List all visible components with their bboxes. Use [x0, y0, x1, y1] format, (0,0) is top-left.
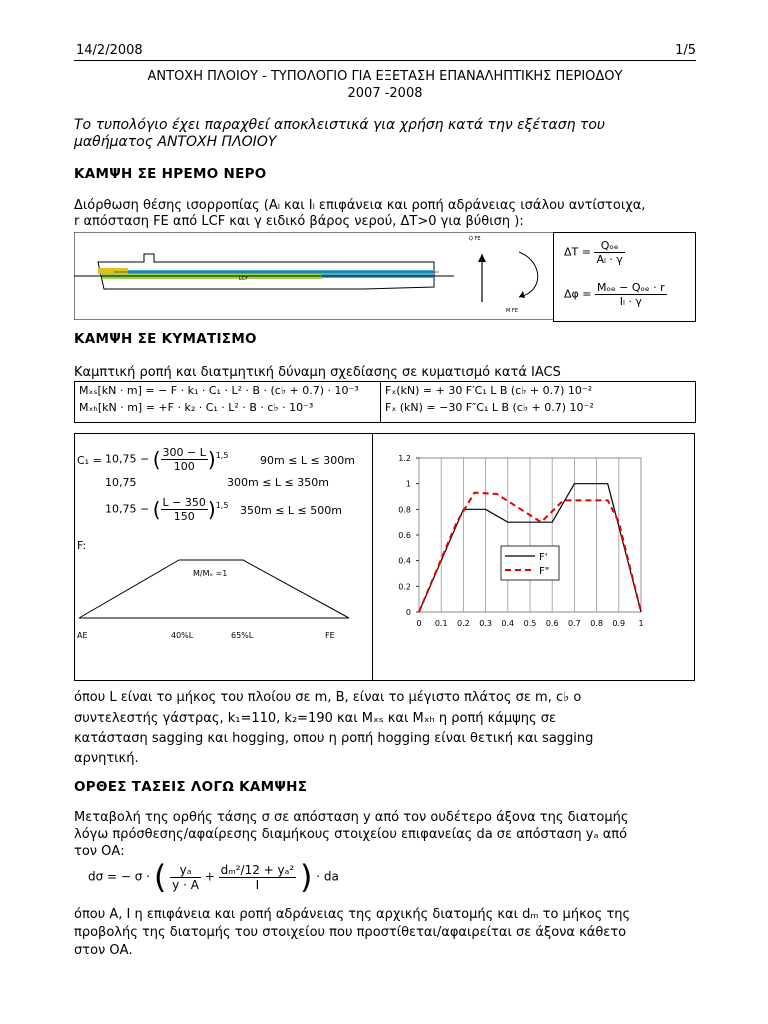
- chart-box: [371, 433, 695, 681]
- c1-row3-range: 350m ≤ L ≤ 500m: [240, 504, 342, 517]
- y-tick-label: 1.2: [398, 454, 411, 463]
- after-chart-line1: όπου L είναι το μήκος του πλοίου σε m, B, είναι το μέγιστο πλάτος σε m, c♭ o: [74, 690, 582, 705]
- c1-label: C₁ =: [77, 454, 102, 467]
- q-fe-label: Q FE: [469, 236, 481, 242]
- x-tick-label: 0.7: [568, 619, 581, 628]
- f-label: F:: [77, 539, 87, 552]
- c1-row1-range: 90m ≤ L ≤ 300m: [260, 454, 355, 467]
- y-tick-label: 0.4: [398, 556, 411, 566]
- intro-line1: Το τυπολόγιο έχει παραχθεί αποκλειστικά για χρήση κατά την εξέταση του: [74, 117, 605, 133]
- x-tick-label: 0.6: [545, 619, 559, 628]
- y-tick-label: 0.6: [398, 531, 411, 540]
- header-bar: [74, 42, 696, 61]
- svg-text:LCF: LCF: [239, 276, 249, 282]
- formula-dT-left: ΔT =: [564, 245, 591, 259]
- x-tick-label: 0.4: [501, 619, 515, 628]
- correction-formulas-box: [553, 232, 696, 322]
- header-date: 14/2/2008: [76, 43, 143, 58]
- document-title-line1: ΑΝΤΟΧΗ ΠΛΟΙΟΥ - ΤΥΠΟΛΟΓΙΟ ΓΙΑ ΕΞΕΤΑΣΗ ΕΠΑΝΑΛΗΠΤΙΚΗΣ ΠΕΡΙΟΔΟΥ: [147, 69, 623, 84]
- after-chart-line3: κατάσταση sagging και hogging, οπου η ροπή hogging είναι θετική και sagging: [74, 731, 594, 746]
- y-tick-label: 1: [405, 479, 411, 489]
- trapezoid-center-label: M/Mₓ =1: [193, 569, 228, 578]
- stress-text-line2: λόγω πρόσθεσης/αφαίρεσης διαμήκους στοιχείου επιφανείας da σε απόσταση yₐ από: [74, 827, 628, 842]
- x-tick-label: 0.9: [612, 619, 626, 628]
- legend-label: F': [539, 552, 548, 563]
- c1-box: [74, 433, 373, 681]
- formula-dphi-left: Δφ =: [564, 287, 592, 301]
- formula-fw-negative: Fₓ (kN) = −30 F″C₁ L B (c♭ + 0.7) 10⁻²: [385, 401, 594, 414]
- waves-intro: Καμπτική ροπή και διατμητική δύναμη σχεδίασης σε κυματισμό κατά IACS: [74, 365, 561, 380]
- shear-force-chart: [371, 434, 694, 680]
- c1-row2-range: 300m ≤ L ≤ 350m: [227, 476, 329, 489]
- c1-row3: 10,75 − ( $\frac{L - 350}{150}$ )$^{1,5}$: [105, 496, 229, 523]
- still-water-text-line1: Διόρθωση θέσης ισορροπίας (Aₗ και Iₗ επιφάνεια και ροπή αδράνειας ισάλου αντίστοιχα,: [74, 198, 646, 213]
- c1-row2: 10,75: [105, 476, 137, 489]
- x-tick-label: 0.5: [523, 619, 537, 628]
- after-chart-line2: συντελεστής γάστρας, k₁=110, k₂=190 και Mₓₛ και Mₓₕ η ροπή κάμψης σε: [74, 711, 556, 726]
- x-tick-label: 0.3: [479, 619, 492, 628]
- trapezoid-40-label: 40%L: [171, 631, 194, 640]
- x-tick-label: 0.2: [457, 619, 470, 628]
- formula-mwh: Mₓₕ[kN · m] = +F · k₂ · C₁ · L² · B · c♭ · 10⁻³: [79, 401, 314, 414]
- section-heading-normal-stresses: ΟΡΘΕΣ ΤΑΣΕΙΣ ΛΟΓΩ ΚΑΜΨΗΣ: [74, 779, 308, 795]
- formula-dT-fraction: $\frac{\text{Qₒₑ}}{\text{Aₗ · γ}}$: [596, 239, 623, 266]
- after-chart-line4: αρνητική.: [74, 751, 139, 766]
- wave-formulas-table: [74, 381, 696, 423]
- trapezoid-diagram: [75, 554, 372, 678]
- stress-text-line1: Μεταβολή της ορθής τάσης σ σε απόσταση y από τον ουδέτερο άξονα της διατομής: [74, 810, 629, 825]
- trapezoid-fe-label: FE: [325, 631, 335, 640]
- y-tick-label: 0: [405, 608, 411, 617]
- x-tick-label: 0: [416, 619, 422, 628]
- legend-box: [501, 546, 559, 580]
- formula-fw-positive: Fₓ(kN) = + 30 F′C₁ L B (c♭ + 0.7) 10⁻²: [385, 384, 593, 397]
- stress-after-line1: όπου A, I η επιφάνεια και ροπή αδράνειας της αρχικής διατομής και dₘ το μήκος της: [74, 907, 631, 922]
- stress-after-line2: προβολής της διατομής του στοιχείου που προστίθεται/αφαιρείται σε άξονα κάθετο: [74, 925, 627, 940]
- legend-label: F": [539, 566, 550, 577]
- y-tick-label: 0.8: [398, 505, 411, 515]
- trapezoid-ae-label: AE: [77, 631, 88, 640]
- header-page-number: 1/5: [675, 43, 696, 58]
- ship-diagram: [74, 232, 554, 320]
- c1-row1: 10,75 − ( $\frac{300 - L}{100}$ )$^{1,5}$: [105, 446, 229, 473]
- trapezoid-65-label: 65%L: [231, 631, 254, 640]
- document-title-line2: 2007 -2008: [347, 86, 423, 101]
- x-tick-label: 0.1: [434, 619, 448, 628]
- section-heading-still-water: ΚΑΜΨΗ ΣΕ ΗΡΕΜΟ ΝΕΡΟ: [74, 166, 267, 182]
- x-tick-label: 0.8: [590, 619, 603, 628]
- stress-text-line3: τον ΟΑ:: [74, 844, 125, 859]
- intro-line2: μαθήματος ΑΝΤΟΧΗ ΠΛΟΙΟΥ: [74, 134, 277, 150]
- section-heading-waves: ΚΑΜΨΗ ΣΕ ΚΥΜΑΤΙΣΜΟ: [74, 331, 257, 347]
- y-tick-label: 0.2: [398, 582, 411, 592]
- stress-after-line3: στον ΟΑ.: [74, 943, 133, 958]
- still-water-text-line2: r απόσταση FE από LCF και γ ειδικό βάρος νερού, ΔT>0 για βύθιση ):: [74, 214, 524, 229]
- formula-dphi-fraction: $\frac{\text{Mₒₑ − Qₒₑ · r}}{\text{Iₗ · γ}}$: [597, 281, 665, 308]
- x-tick-label: 1: [638, 619, 644, 628]
- stress-formula: dσ = − σ · ( $\frac{\text{yₐ}}{y \cdot A}$ + $\frac{\text{dₘ²/12 + yₐ²}}{I}$ ) · da: [88, 858, 339, 896]
- formula-mws: Mₓₛ[kN · m] = − F · k₁ · C₁ · L² · B · (c♭ + 0.7) · 10⁻³: [79, 384, 359, 397]
- m-fe-label: M FE: [506, 308, 518, 314]
